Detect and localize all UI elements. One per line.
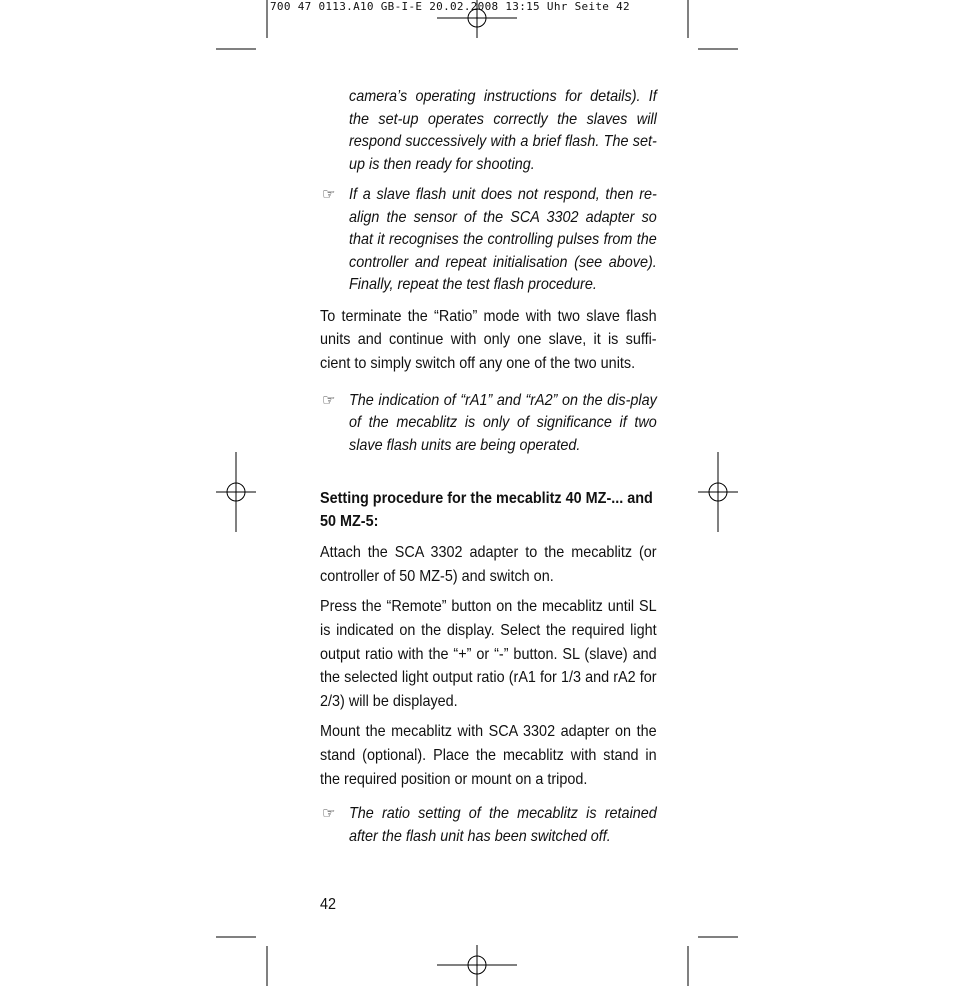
page-content [320,86,657,848]
registration-mark-top [437,0,517,38]
section-heading: Setting procedure for the mecablitz 40 MZ-... and 50 MZ-5: [320,490,653,531]
registration-mark-bottom [437,945,517,986]
paragraph: Attach the SCA 3302 adapter to the mecablitz (or controller of 50 MZ-5) and switch on. [320,544,657,586]
pointing-hand-icon: ☞ [322,391,336,409]
continued-paragraph: camera’s operating instructions for details). If the set-up operates correctly the slaves will respond successively with a brief flash. The set-up is then ready for shooting. [349,88,657,173]
paragraph: Mount the mecablitz with SCA 3302 adapter on the stand (optional). Place the mecablitz with stand in the required position or mount on a tripod. [320,722,657,788]
registration-mark-left [216,452,256,532]
note-text: The indication of “rA1” and “rA2” on the dis-play of the mecablitz is only of significance if two slave flash units are being operated. [349,391,657,454]
note-text: If a slave flash unit does not respond, then re-align the sensor of the SCA 3302 adapter so that it recognises the controlling pulses from the controller and repeat initialisation (see above). Finally, repeat the test flash procedure. [349,186,657,293]
paragraph: Press the “Remote” button on the mecablitz until SL is indicated on the display. Select the required light output ratio with the “+” or “-” button. SL (slave) and the selected light output ratio (rA1 for 1/3 and rA2 for 2/3) will be displayed. [320,597,657,711]
note-text: The ratio setting of the mecablitz is retained after the flash unit has been switched off. [349,805,657,845]
note-block [320,803,657,848]
note-block [320,390,657,458]
pointing-hand-icon: ☞ [322,186,336,203]
page-number: 42 [320,896,337,913]
paragraph: To terminate the “Ratio” mode with two slave flash units and continue with only one slave, it is suffi-cient to simply switch off any one of the two units. [320,307,657,373]
print-header: 700 47 0113.A10 GB-I-E 20.02.2008 13:15 Uhr Seite 42 [270,0,630,13]
pointing-hand-icon: ☞ [322,805,336,823]
registration-mark-right [698,452,738,532]
note-block [320,184,657,297]
